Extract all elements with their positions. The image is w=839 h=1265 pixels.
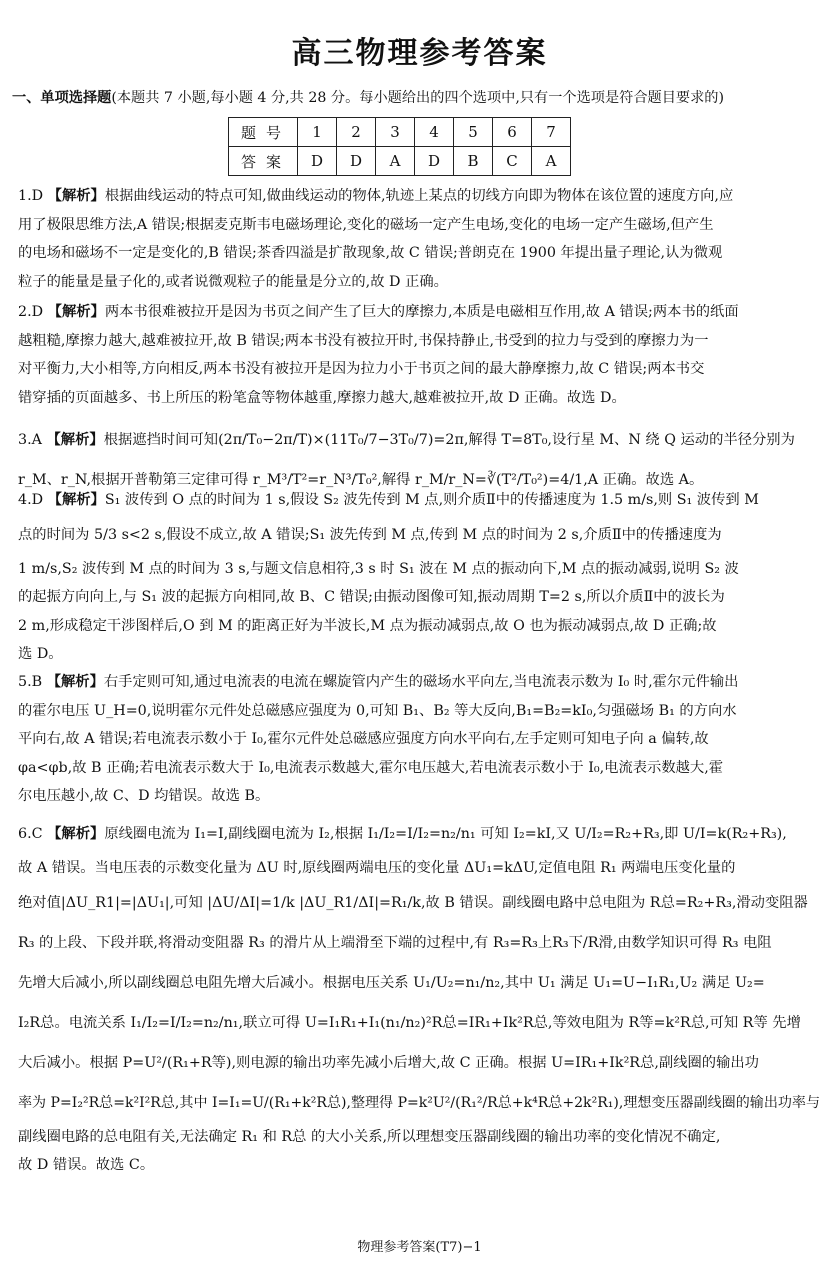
table-header-cell: 题号 — [229, 118, 298, 147]
table-cell: D — [298, 147, 337, 176]
question-line: 的电场和磁场不一定是变化的,B 错误;茶香四溢是扩散现象,故 C 错误;普朗克在 1900 年提出量子理论,认为微观 — [18, 245, 723, 261]
question-line: 1 m/s,S₂ 波传到 M 点的时间为 3 s,与题文信息相符,3 s 时 S₁ 波在 M 点的振动向下,M 点的振动减弱,说明 S₂ 波 — [18, 560, 739, 577]
table-cell: 2 — [337, 118, 376, 147]
question-line: 根据曲线运动的特点可知,做曲线运动的物体,轨迹上某点的切线方向即为物体在该位置的速度方向,应 — [104, 188, 734, 204]
question-line: 故 D 错误。故选 C。 — [18, 1157, 155, 1173]
analysis-tag: 【解析】 — [47, 492, 105, 508]
question-line: 大后减小。根据 P=U²/(R₁+R等),则电源的输出功率先减小后增大,故 C 正确。根据 U=IR₁+Ik²R总,副线圈的输出功 — [18, 1054, 759, 1071]
question-line: R₃ 的上段、下段并联,将滑动变阻器 R₃ 的滑片从上端滑至下端的过程中,有 R₃=R₃上R₃下/R滑,由数学知识可得 R₃ 电阻 — [18, 934, 772, 951]
question-line: S₁ 波传到 O 点的时间为 1 s,假设 S₂ 波先传到 M 点,则介质Ⅱ中的传播速度为 1.5 m/s,则 S₁ 波传到 M — [104, 492, 759, 508]
question-item — [18, 814, 824, 1180]
table-header-cell: 答案 — [229, 147, 298, 176]
question-line: 越粗糙,摩擦力越大,越难被拉开,故 B 错误;两本书没有被拉开时,书保持静止,书受到的拉力与受到的摩擦力为一 — [18, 332, 709, 349]
question-line: 平向右,故 A 错误;若电流表示数小于 I₀,霍尔元件处总磁感应强度方向水平向右,左手定则可知电子向 a 偏转,故 — [18, 731, 709, 747]
table-cell: B — [454, 147, 493, 176]
question-line: 错穿插的页面越多、书上所压的粉笔盒等物体越重,摩擦力越大,越难被拉开,故 D 正确。故选 D。 — [18, 389, 626, 406]
question-number: 2.D — [18, 304, 44, 320]
question-line: r_M、r_N,根据开普勒第三定律可得 r_M³/T²=r_N³/T₀²,解得 r_M/r_N=∛(T²/T₀²)=4/1,A 正确。故选 A。 — [18, 472, 704, 488]
question-item — [18, 486, 824, 669]
question-line: 副线圈电路的总电阻有关,无法确定 R₁ 和 R总 的大小关系,所以理想变压器副线圈的输出功率的变化情况不确定, — [18, 1128, 721, 1145]
section-heading — [12, 88, 832, 108]
question-line: 根据遮挡时间可知(2π/T₀−2π/T)×(11T₀/7−3T₀/7)=2π,解得 T=8T₀,设行星 M、N 绕 Q 运动的半径分别为 — [103, 432, 795, 448]
question-number: 5.B — [18, 674, 43, 690]
table-cell: D — [337, 147, 376, 176]
question-line: 用了极限思维方法,A 错误;根据麦克斯韦电磁场理论,变化的磁场一定产生电场,变化的电场一定产生磁场,但产生 — [18, 216, 714, 233]
page-footer: 物理参考答案(T7)−1 — [357, 1240, 482, 1255]
page-title: 高三物理参考答案 — [291, 36, 548, 71]
question-line: 绝对值|ΔU_R1|=|ΔU₁|,可知 |ΔU/ΔI|=1/k |ΔU_R1/ΔI|=R₁/k,故 B 错误。副线圈电路中总电阻为 R总=R₂+R₃,滑动变阻器 — [18, 894, 808, 911]
table-row — [229, 147, 571, 176]
question-line: 2 m,形成稳定干涉图样后,O 到 M 的距离正好为半波长,M 点为振动减弱点,故 O 也为振动减弱点,故 D 正确;故 — [18, 617, 717, 634]
table-cell: A — [376, 147, 415, 176]
analysis-tag: 【解析】 — [46, 674, 104, 690]
table-cell: C — [493, 147, 532, 176]
question-number: 3.A — [18, 432, 42, 448]
table-cell: D — [415, 147, 454, 176]
question-line: 对平衡力,大小相等,方向相反,两本书没有被拉开是因为拉力小于书页之间的最大静摩擦力,故 C 错误;两本书交 — [18, 361, 705, 377]
analysis-tag: 【解析】 — [46, 432, 104, 448]
analysis-tag: 【解析】 — [47, 826, 105, 842]
analysis-tag: 【解析】 — [47, 304, 105, 320]
question-line: 原线圈电流为 I₁=I,副线圈电流为 I₂,根据 I₁/I₂=I/I₂=n₂/n₁ 可知 I₂=kI,又 U/I₂=R₂+R₃,即 U/I=k(R₂+R₃), — [104, 826, 787, 842]
question-line: 先增大后减小,所以副线圈总电阻先增大后减小。根据电压关系 U₁/U₂=n₁/n₂,其中 U₁ 满足 U₁=U−I₁R₁,U₂ 满足 U₂= — [18, 974, 765, 991]
question-line: 故 A 错误。当电压表的示数变化量为 ΔU 时,原线圈两端电压的变化量 ΔU₁=kΔU,定值电阻 R₁ 两端电压变化量的 — [18, 860, 736, 876]
table-cell: 6 — [493, 118, 532, 147]
question-item — [18, 182, 824, 296]
table-cell: 3 — [376, 118, 415, 147]
question-line: 两本书很难被拉开是因为书页之间产生了巨大的摩擦力,本质是电磁相互作用,故 A 错误;两本书的纸面 — [104, 304, 739, 320]
section-label: 一、单项选择题 — [12, 90, 112, 106]
answer-table — [228, 117, 571, 176]
question-number: 1.D — [18, 188, 44, 204]
question-line: 选 D。 — [18, 646, 63, 662]
question-line: 点的时间为 5/3 s<2 s,假设不成立,故 A 错误;S₁ 波先传到 M 点,传到 M 点的时间为 2 s,介质Ⅱ中的传播速度为 — [18, 526, 722, 543]
table-cell: 4 — [415, 118, 454, 147]
question-line: I₂R总。电流关系 I₁/I₂=I/I₂=n₂/n₁,联立可得 U=I₁R₁+I₁(n₁/n₂)²R总=IR₁+Ik²R总,等效电阻为 R等=k²R总,可知 R等 先增 — [18, 1014, 801, 1031]
section-instruction: (本题共 7 小题,每小题 4 分,共 28 分。每小题给出的四个选项中,只有一个选项是符合题目要求的) — [111, 90, 725, 106]
analysis-tag: 【解析】 — [47, 188, 105, 204]
question-item — [18, 298, 824, 412]
table-row — [229, 118, 571, 147]
table-cell: 5 — [454, 118, 493, 147]
table-cell: 7 — [532, 118, 571, 147]
question-line: 粒子的能量是量子化的,或者说微观粒子的能量是分立的,故 D 正确。 — [18, 273, 448, 290]
question-line: 的起振方向向上,与 S₁ 波的起振方向相同,故 B、C 错误;由振动图像可知,振动周期 T=2 s,所以介质Ⅱ中的波长为 — [18, 589, 725, 605]
question-line: 尔电压越小,故 C、D 均错误。故选 B。 — [18, 788, 270, 804]
question-line: φa<φb,故 B 正确;若电流表示数大于 I₀,电流表示数越大,霍尔电压越大,若电流表示数小于 I₀,电流表示数越大,霍 — [18, 759, 724, 776]
question-number: 6.C — [18, 826, 43, 842]
question-line: 率为 P=I₂²R总=k²I²R总,其中 I=I₁=U/(R₁+k²R总),整理得 P=k²U²/(R₁²/R总+k⁴R总+2k²R₁),理想变压器副线圈的输出功率与 — [18, 1094, 821, 1111]
question-number: 4.D — [18, 492, 44, 508]
table-cell: 1 — [298, 118, 337, 147]
question-line: 的霍尔电压 U_H=0,说明霍尔元件处总磁感应强度为 0,可知 B₁、B₂ 等大反向,B₁=B₂=kI₀,匀强磁场 B₁ 的方向水 — [18, 702, 737, 719]
question-item — [18, 668, 824, 811]
table-cell: A — [532, 147, 571, 176]
question-line: 右手定则可知,通过电流表的电流在螺旋管内产生的磁场水平向左,当电流表示数为 I₀ 时,霍尔元件输出 — [103, 674, 739, 690]
